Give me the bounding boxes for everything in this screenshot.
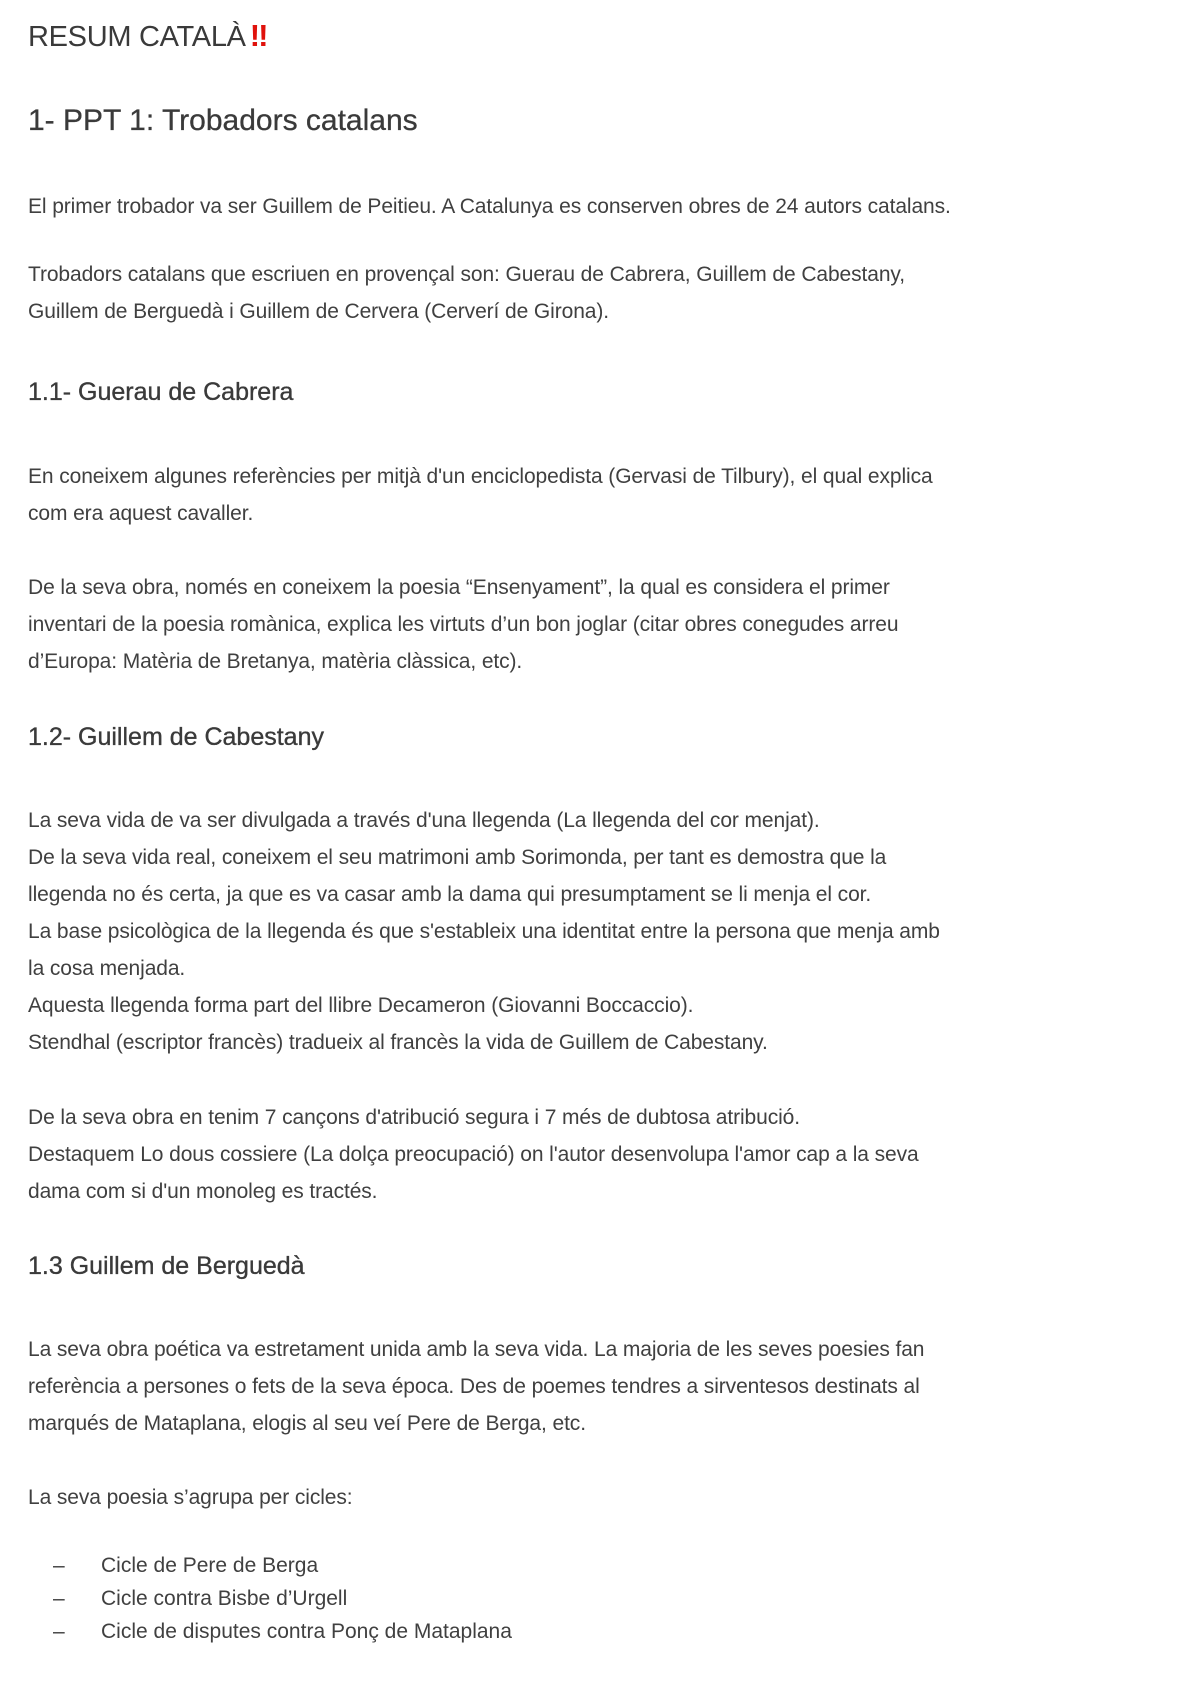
list-item	[28, 1615, 512, 1648]
text-line: d’Europa: Matèria de Bretanya, matèria clàssica, etc).	[28, 650, 523, 673]
section-heading-1-2: 1.2- Guillem de Cabestany	[28, 723, 324, 751]
dash-bullet-icon: –	[53, 1587, 65, 1610]
text-line: De la seva vida real, coneixem el seu matrimoni amb Sorimonda, per tant es demostra que la	[28, 846, 887, 869]
text-line: dama com si d'un monoleg es tractés.	[28, 1180, 378, 1203]
text-line: La base psicològica de la llegenda és que s'estableix una identitat entre la persona que menja amb	[28, 920, 940, 943]
text-line: referència a persones o fets de la seva época. Des de poemes tendres a sirventesos destinats al	[28, 1375, 920, 1398]
list-item-text: Cicle de Pere de Berga	[101, 1554, 319, 1577]
text-line: En coneixem algunes referències per mitjà d'un enciclopedista (Gervasi de Tilbury), el qual explica	[28, 465, 933, 488]
text-line: inventari de la poesia romànica, explica les virtuts d’un bon joglar (citar obres conegudes arreu	[28, 613, 899, 636]
text-line: De la seva obra en tenim 7 cançons d'atribució segura i 7 més de dubtosa atribució.	[28, 1106, 800, 1129]
text-line: De la seva obra, només en coneixem la poesia “Ensenyament”, la qual es considera el primer	[28, 576, 890, 599]
section-heading-1-1: 1.1- Guerau de Cabrera	[28, 378, 294, 406]
paragraph-bergueda-cycles-intro	[28, 1479, 353, 1516]
text-line: La seva poesia s’agrupa per cicles:	[28, 1486, 353, 1509]
section-heading-1-3: 1.3 Guillem de Berguedà	[28, 1252, 305, 1280]
text-line: Trobadors catalans que escriuen en provençal son: Guerau de Cabrera, Guillem de Cabestany,	[28, 263, 905, 286]
text-line: La seva vida de va ser divulgada a través d'una llegenda (La llegenda del cor menjat).	[28, 809, 820, 832]
cycles-list	[28, 1549, 512, 1648]
text-line: Destaquem Lo dous cossiere (La dolça preocupació) on l'autor desenvolupa l'amor cap a la seva	[28, 1143, 919, 1166]
text-line: la cosa menjada.	[28, 957, 186, 980]
paragraph-first-troubadour	[28, 188, 951, 225]
paragraph-catalan-troubadours	[28, 256, 905, 330]
paragraph-cabrera-references	[28, 458, 933, 532]
double-exclamation-icon: ‼	[249, 18, 267, 53]
paragraph-bergueda-work	[28, 1331, 924, 1442]
dash-bullet-icon: –	[53, 1620, 65, 1643]
text-line: Stendhal (escriptor francès) tradueix al francès la vida de Guillem de Cabestany.	[28, 1031, 768, 1054]
section-heading-1: 1- PPT 1: Trobadors catalans	[28, 104, 418, 137]
text-line: La seva obra poética va estretament unida amb la seva vida. La majoria de les seves poesies fan	[28, 1338, 925, 1361]
text-line: Guillem de Berguedà i Guillem de Cervera (Cerverí de Girona).	[28, 300, 609, 323]
list-item-text: Cicle contra Bisbe d’Urgell	[101, 1587, 348, 1610]
text-line: com era aquest cavaller.	[28, 502, 254, 525]
paragraph-cabrera-work	[28, 569, 898, 680]
paragraph-cabestany-work	[28, 1099, 919, 1210]
dash-bullet-icon: –	[53, 1554, 65, 1577]
document-title	[28, 18, 266, 54]
list-item	[28, 1549, 512, 1582]
text-line: llegenda no és certa, ja que es va casar amb la dama qui presumptament se li menja el cor.	[28, 883, 872, 906]
list-item-text: Cicle de disputes contra Ponç de Mataplana	[101, 1620, 512, 1643]
list-item	[28, 1582, 512, 1615]
paragraph-cabestany-legend	[28, 802, 940, 1061]
document-title-text: RESUM CATALÀ	[28, 21, 246, 53]
text-line: marqués de Mataplana, elogis al seu veí Pere de Berga, etc.	[28, 1412, 586, 1435]
text-line: Aquesta llegenda forma part del llibre Decameron (Giovanni Boccaccio).	[28, 994, 694, 1017]
text-line: El primer trobador va ser Guillem de Peitieu. A Catalunya es conserven obres de 24 autors catalans.	[28, 195, 951, 218]
